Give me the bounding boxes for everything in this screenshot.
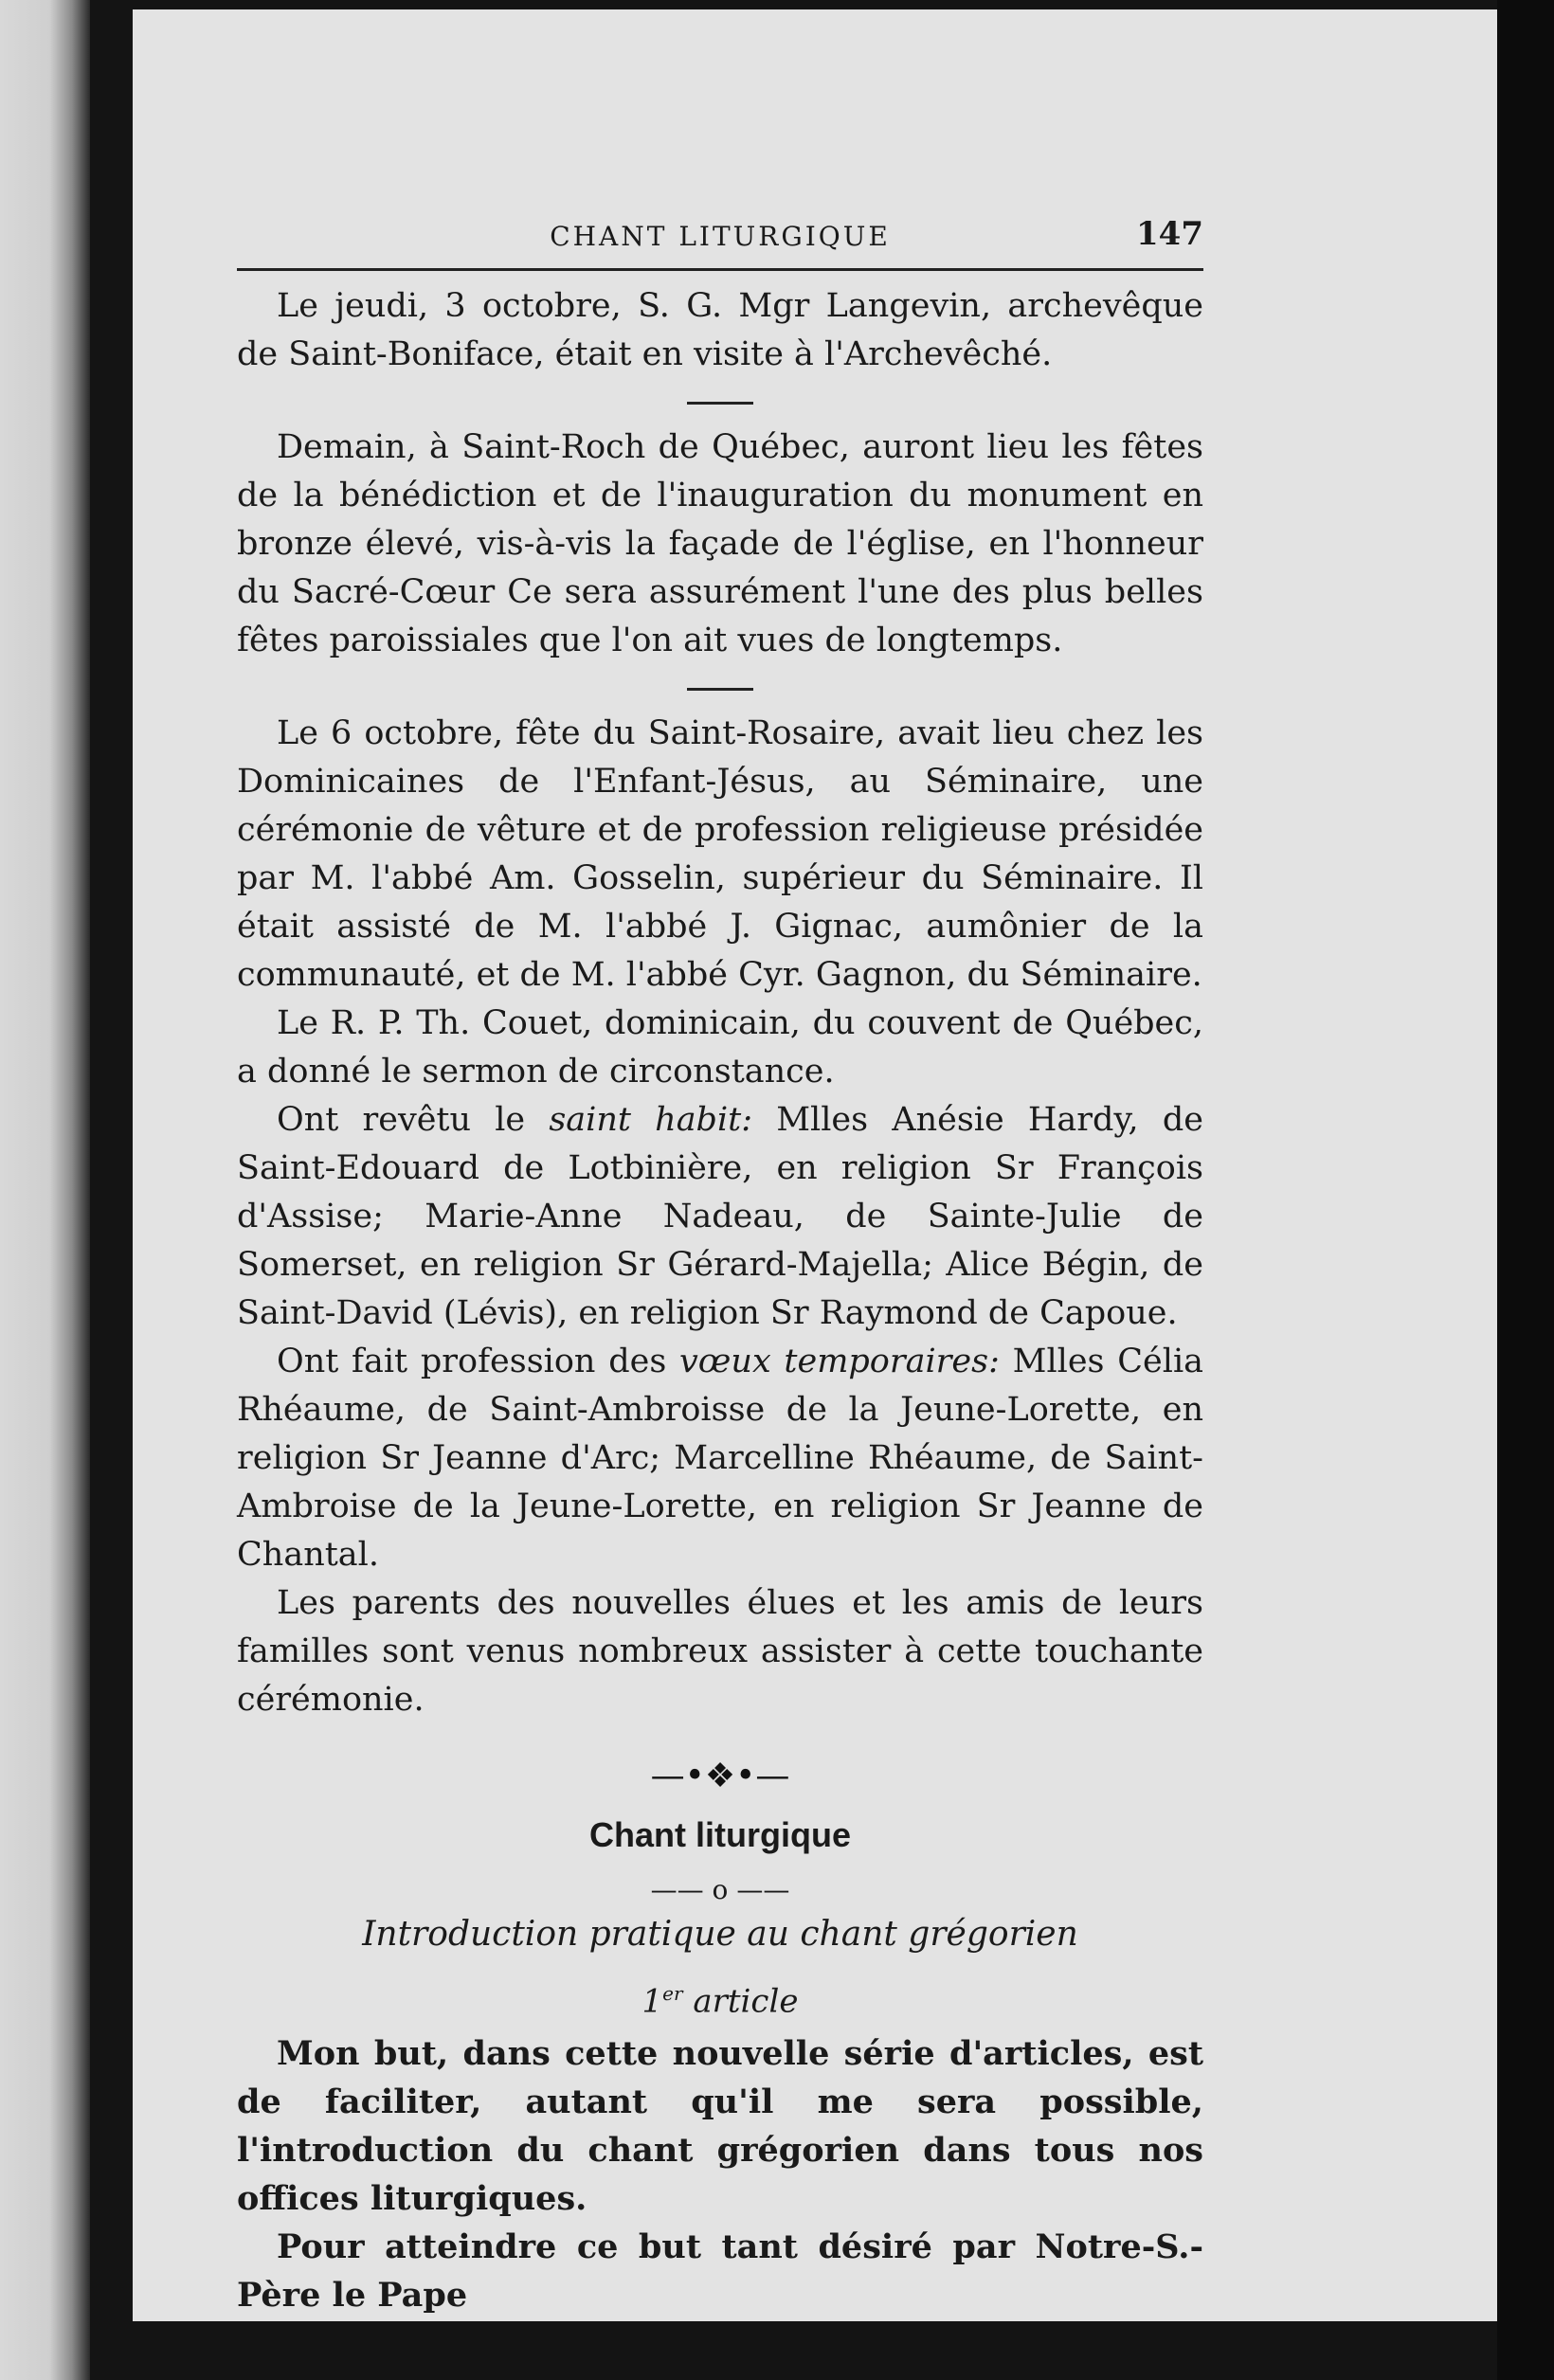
text-run: Ont revêtu le [277,1101,550,1139]
paragraph: Mon but, dans cette nouvelle série d'articles, est de faciliter, autant qu'il me sera possible, l'introduction du chant grégorien dans tous nos offices liturgiques. [237,2034,1203,2219]
section-title: Chant liturgique [589,1815,851,1854]
section-subtitle: Introduction pratique au chant grégorien [362,1915,1078,1954]
text-run: Mlles Anésie Hardy, de Saint-Edouard de Lotbinière, en religion Sr François d'Assise; Marie-Anne Nadeau, de Sainte-Julie de Somerset, en religion Sr Gérard-Majella; Alice Bégin, de Saint-David (Lévis), en religion Sr Raymond de Capoue. [237,1101,1203,1332]
paragraph [237,1338,1203,1579]
running-header [237,213,1203,271]
paragraph [237,1096,1203,1338]
news-section [237,282,1203,1724]
article-word: article [682,1982,799,2021]
article-heading [237,1982,1203,2020]
page-number: 147 [1136,215,1203,253]
text-run: Mlles Célia Rhéaume, de Saint-Ambroisse de la Jeune-Lorette, en religion Sr Jeanne d'Arc; Marcelline Rhéaume, de Saint-Ambroise de la Jeune-Lorette, en religion Sr Jeanne de Chantal. [237,1343,1204,1574]
italic-phrase: saint habit: [549,1101,753,1139]
paragraph: Le R. P. Th. Couet, dominicain, du couvent de Québec, a donné le sermon de circonstance. [237,1004,1203,1091]
article-number: 1 [641,1982,663,2021]
paragraph: Les parents des nouvelles élues et les amis de leurs familles sont venus nombreux assister à cette touchante cérémonie. [237,1584,1203,1719]
scan-border [1497,0,1554,2380]
article-body [237,2029,1203,2319]
paragraph: Le 6 octobre, fête du Saint-Rosaire, avait lieu chez les Dominicaines de l'Enfant-Jésus, au Séminaire, une cérémonie de vêture et de profession religieuse présidée par M. l'abbé Am. Gosselin, supérieur du Séminaire. Il était assisté de M. l'abbé J. Gignac, aumônier de la communauté, et de M. l'abbé Cyr. Gagnon, du Séminaire. [237,714,1203,994]
page-content [237,213,1203,2319]
article-ordinal: er [662,1982,683,2005]
ornament-divider: —•❖•— [650,1757,790,1795]
separator-rule [687,688,753,691]
adjacent-page-edge [0,0,90,2380]
italic-phrase: vœux temporaires: [679,1343,1000,1380]
small-rule: —— o —— [650,1874,790,1905]
running-title: CHANT LITURGIQUE [550,221,891,252]
paragraph: Le jeudi, 3 octobre, S. G. Mgr Langevin, archevêque de Saint-Boniface, était en visite à l'Archevêché. [237,287,1203,373]
paragraph: Pour atteindre ce but tant désiré par Notre-S.-Père le Pape [237,2227,1203,2316]
paragraph: Demain, à Saint-Roch de Québec, auront lieu les fêtes de la bénédiction et de l'inauguration du monument en bronze élevé, vis-à-vis la façade de l'église, en l'honneur du Sacré-Cœur Ce sera assurément l'une des plus belles fêtes paroissiales que l'on ait vues de longtemps. [237,428,1203,659]
text-run: Ont fait profession des [277,1343,680,1380]
separator-rule [687,402,753,405]
